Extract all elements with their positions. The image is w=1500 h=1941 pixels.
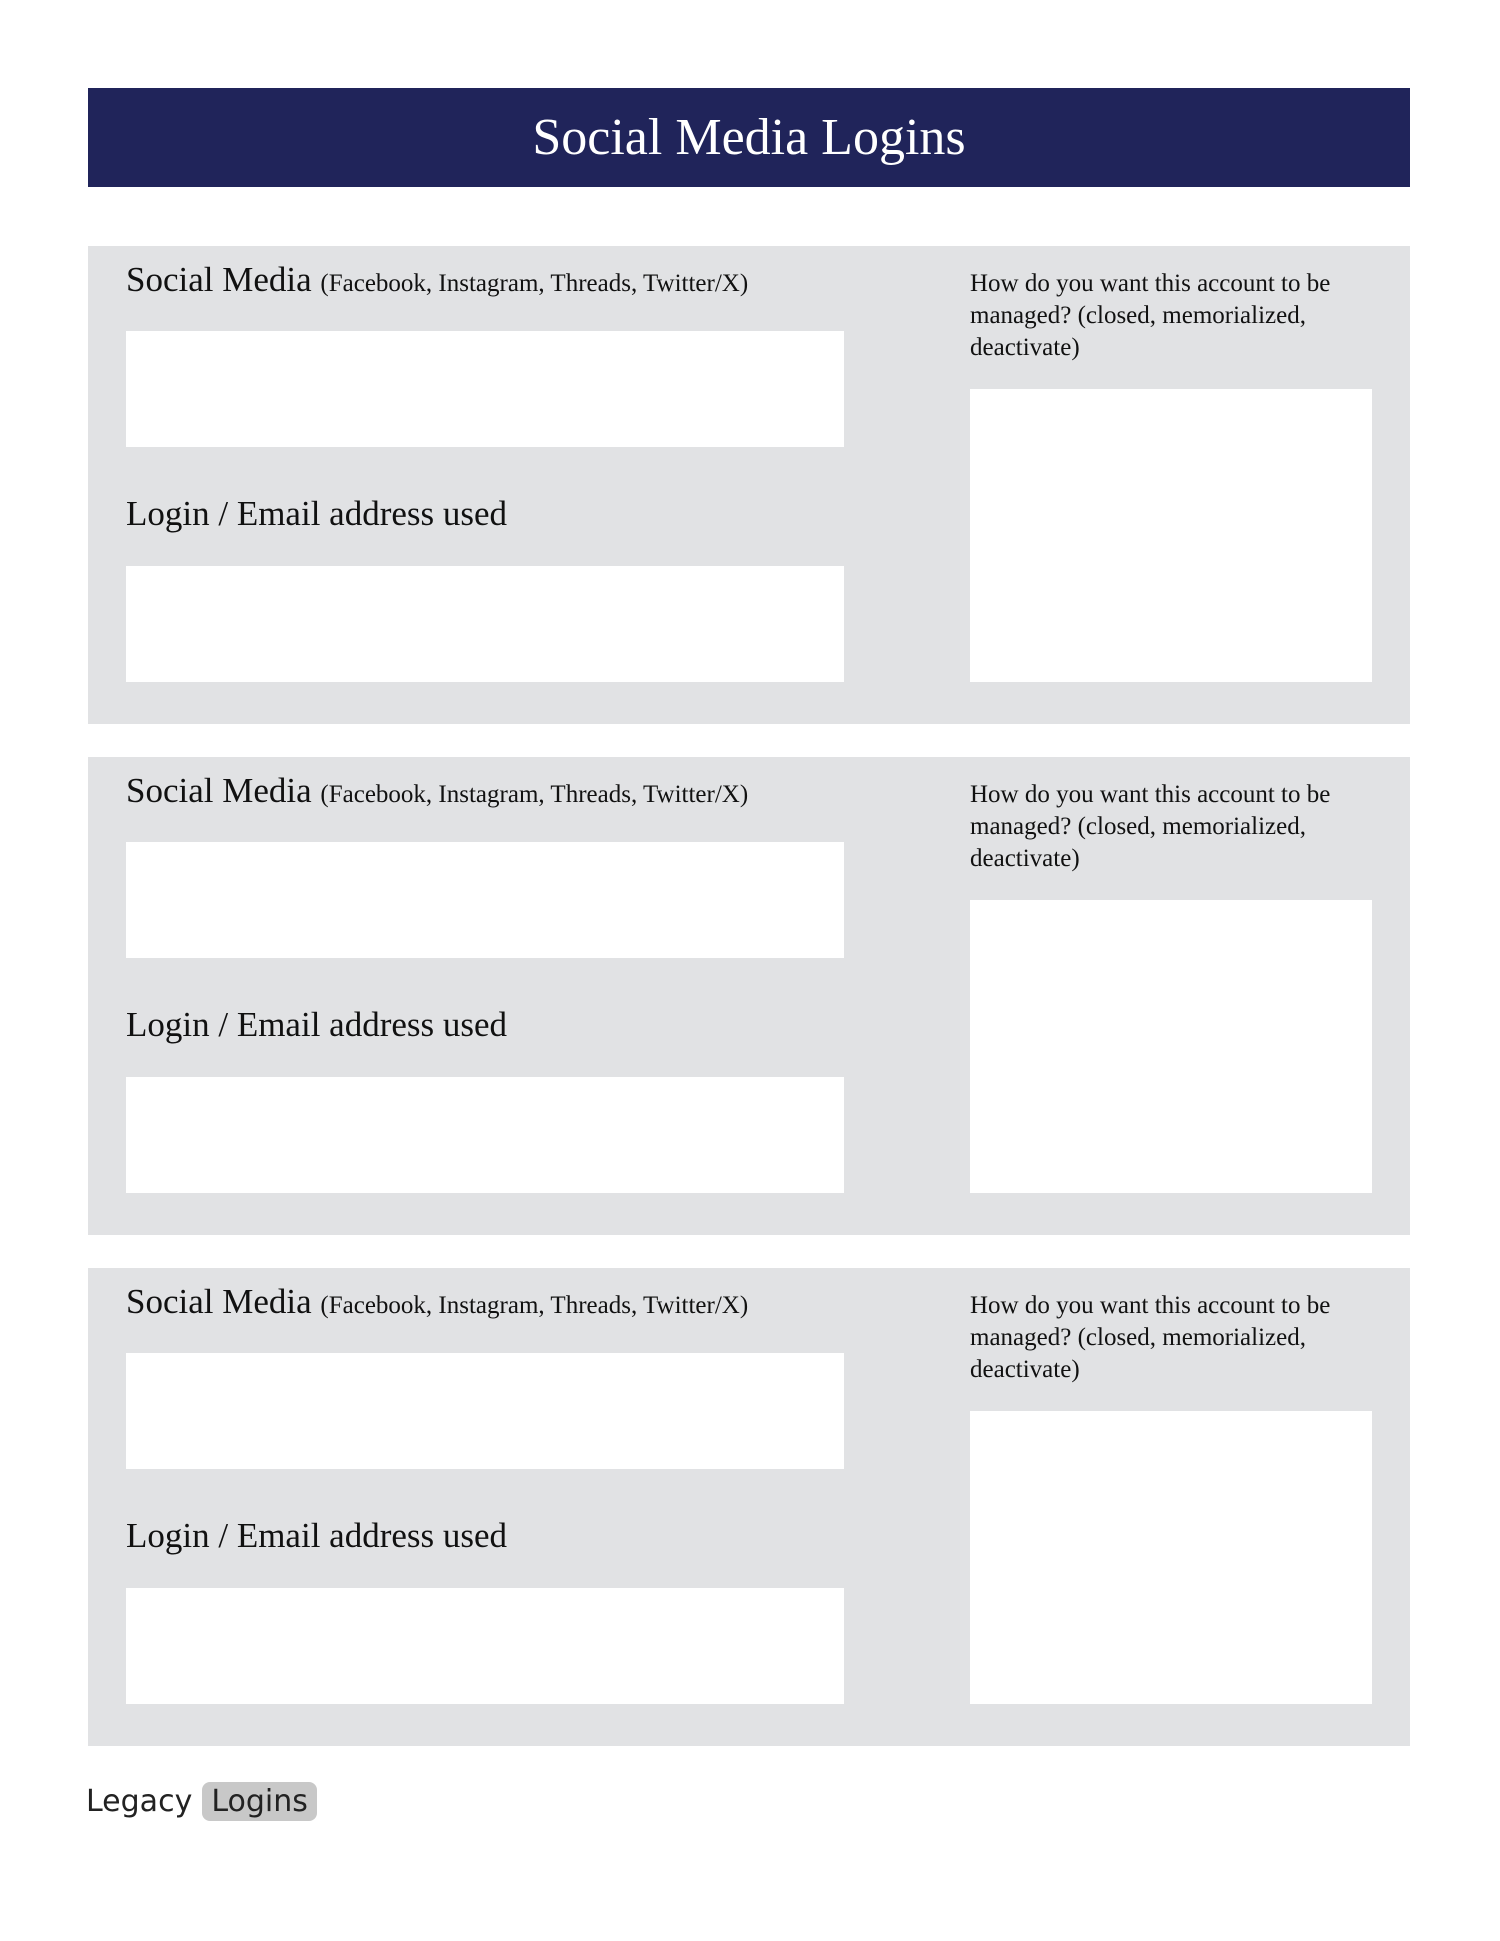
page-title: Social Media Logins	[532, 109, 966, 166]
platform-label	[126, 771, 748, 811]
login-input[interactable]	[126, 566, 844, 682]
platform-label-text: Social Media	[126, 771, 312, 810]
manage-question: How do you want this account to be managed? (closed, memorialized, deactivate)	[970, 781, 1331, 872]
brand-part-1: Legacy	[86, 1784, 193, 1819]
manage-input[interactable]	[970, 389, 1372, 682]
manage-input[interactable]	[970, 900, 1372, 1193]
platform-hint: (Facebook, Instagram, Threads, Twitter/X)	[320, 1292, 749, 1319]
platform-label	[126, 1282, 748, 1322]
platform-label	[126, 260, 748, 300]
manage-input[interactable]	[970, 1411, 1372, 1704]
platform-input[interactable]	[126, 842, 844, 958]
platform-label-text: Social Media	[126, 1282, 312, 1321]
platform-hint: (Facebook, Instagram, Threads, Twitter/X)	[320, 270, 749, 297]
platform-label-text: Social Media	[126, 260, 312, 299]
platform-input[interactable]	[126, 331, 844, 447]
account-card-3	[88, 1268, 1410, 1746]
account-card-2	[88, 757, 1410, 1235]
platform-input[interactable]	[126, 1353, 844, 1469]
login-label: Login / Email address used	[126, 1005, 508, 1044]
account-card-1	[88, 246, 1410, 724]
manage-question: How do you want this account to be managed? (closed, memorialized, deactivate)	[970, 270, 1331, 361]
login-label: Login / Email address used	[126, 494, 508, 533]
login-label: Login / Email address used	[126, 1516, 508, 1555]
brand-logo	[86, 1782, 317, 1821]
brand-part-2: Logins	[202, 1782, 317, 1821]
title-banner	[88, 88, 1410, 187]
manage-question: How do you want this account to be managed? (closed, memorialized, deactivate)	[970, 1292, 1331, 1383]
login-input[interactable]	[126, 1077, 844, 1193]
login-input[interactable]	[126, 1588, 844, 1704]
platform-hint: (Facebook, Instagram, Threads, Twitter/X)	[320, 781, 749, 808]
